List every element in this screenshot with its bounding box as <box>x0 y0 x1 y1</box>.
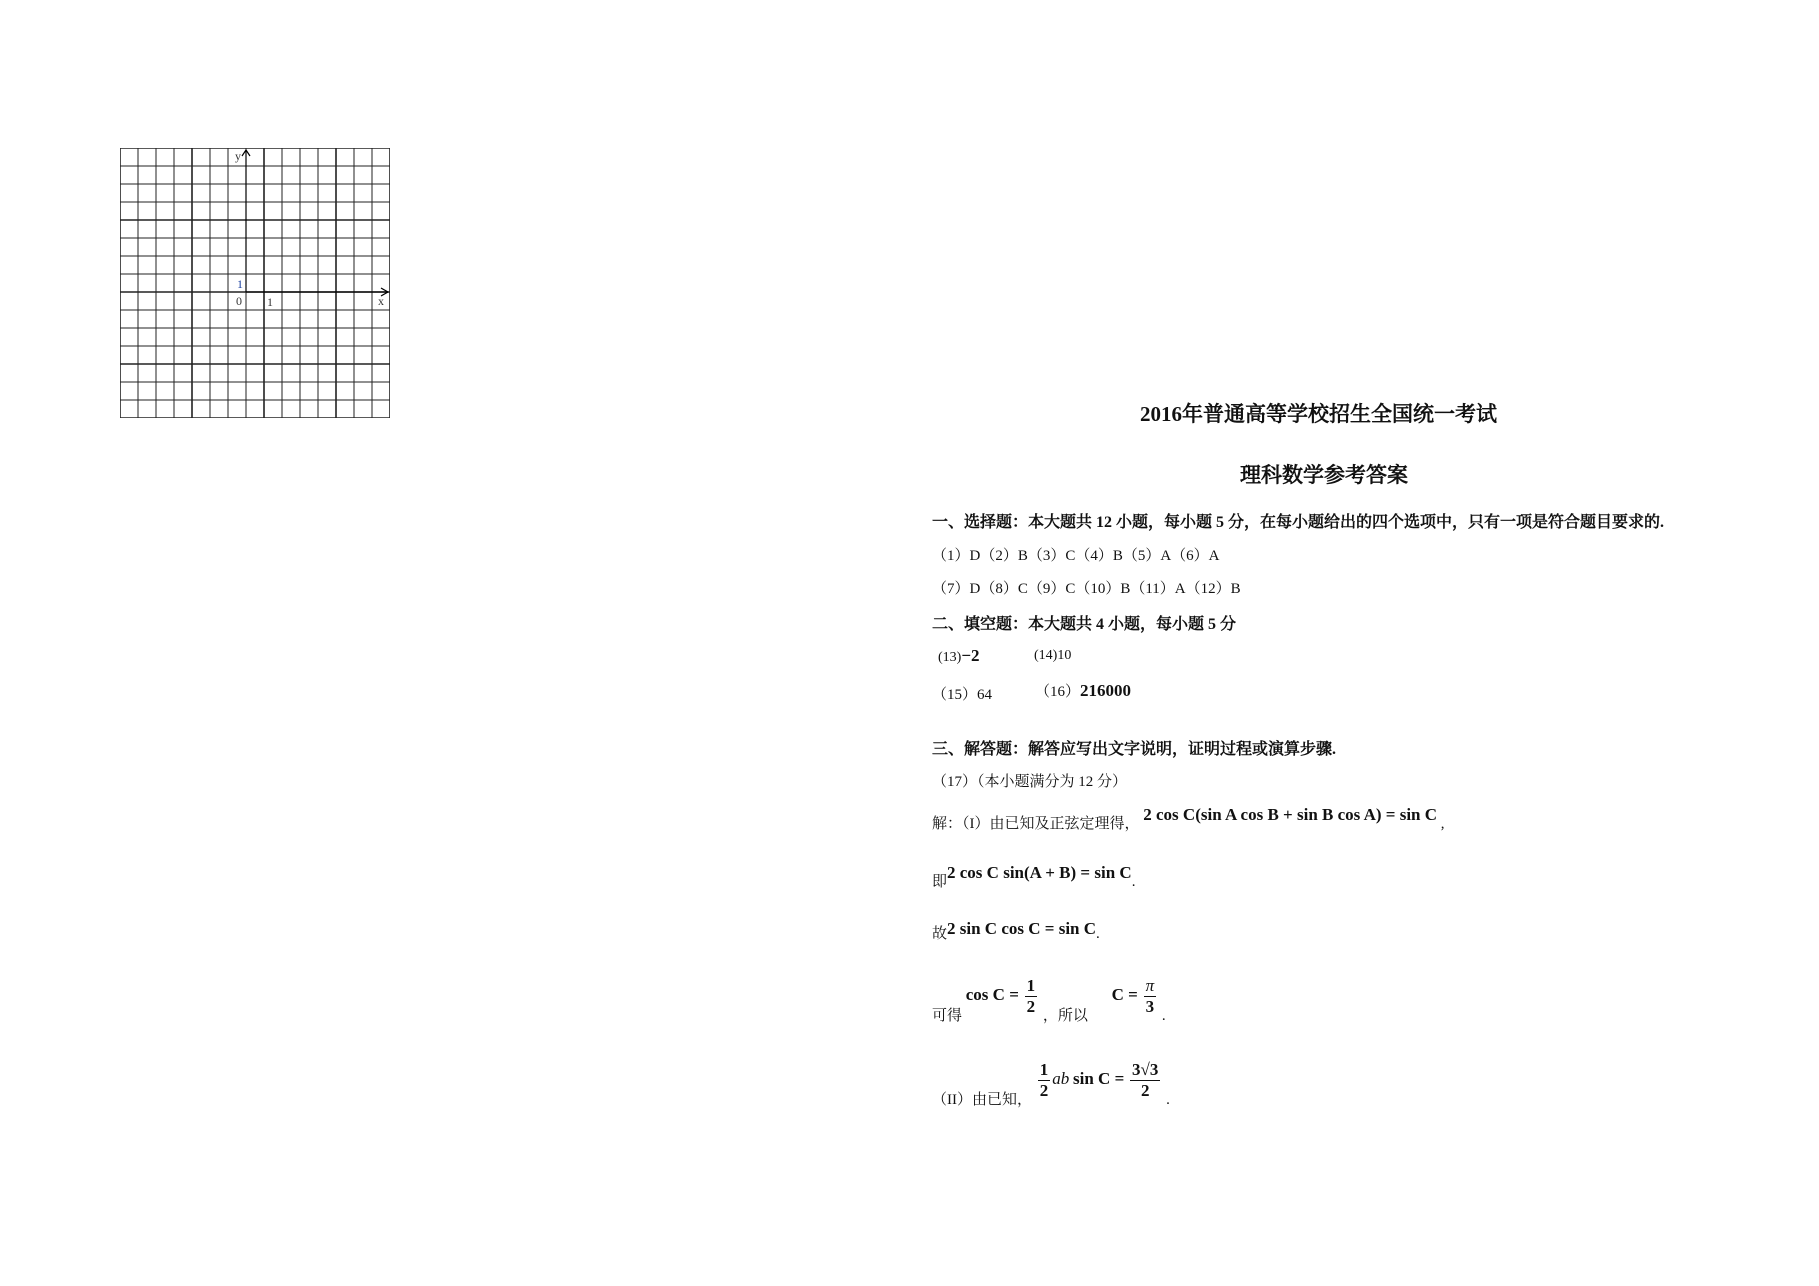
x-unit-label: 1 <box>267 295 273 309</box>
solution-line-5-ab: ab <box>1052 1068 1070 1088</box>
fraction-denominator: 3 <box>1145 997 1155 1016</box>
solution-line-4-prefix: 可得 <box>932 1007 963 1024</box>
fraction-numerator: 1 <box>1039 1060 1049 1079</box>
fraction-numerator: 1 <box>1026 976 1036 995</box>
answer-14-label: (14) <box>1034 648 1058 663</box>
origin-label: 0 <box>236 294 242 308</box>
fraction-one-half <box>1025 976 1038 1017</box>
solution-line-3-prefix: 故 <box>932 926 948 942</box>
answer-13-label: (13) <box>938 650 962 665</box>
answer-13-value: −2 <box>961 646 980 665</box>
answer-14 <box>1034 647 1071 664</box>
solution-line-5-math: sin C = <box>1073 1068 1125 1088</box>
solution-line-3-math: 2 sin C cos C = sin C <box>947 919 1097 938</box>
answer-13 <box>938 646 980 666</box>
answer-15 <box>932 683 992 704</box>
solution-line-4-mid: ，所以 <box>1042 1007 1088 1024</box>
solution-line-3-end: . <box>1096 926 1100 942</box>
solution-line-2-end: . <box>1131 874 1136 890</box>
answer-15-value: 64 <box>977 687 993 703</box>
solution-line-1-prefix: 解：（I）由已知及正弦定理得， <box>932 816 1140 832</box>
fraction-one-half <box>1038 1060 1051 1101</box>
solution-line-3 <box>932 918 1100 942</box>
fraction-denominator: 2 <box>1039 1081 1049 1100</box>
solution-line-1 <box>932 804 1445 832</box>
solution-line-1-end: , <box>1440 816 1445 832</box>
solution-line-4 <box>932 976 1166 1024</box>
solution-line-2-prefix: 即 <box>932 874 948 890</box>
grid-graphic <box>120 148 390 418</box>
solution-line-2 <box>932 862 1136 890</box>
answer-16 <box>1035 680 1131 701</box>
solution-line-4-math-b: C = <box>1111 984 1138 1004</box>
fraction-numerator: π <box>1145 976 1155 995</box>
answer-16-label: （16） <box>1035 684 1081 700</box>
coordinate-grid <box>120 148 390 418</box>
page-title: 2016年普通高等学校招生全国统一考试 <box>1140 402 1497 426</box>
solution-line-4-math-a: cos C = <box>965 984 1019 1004</box>
y-axis-label: y <box>235 149 241 163</box>
answer-16-value: 216000 <box>1080 681 1132 700</box>
answer-14-value: 10 <box>1057 648 1072 663</box>
solution-line-1-math: 2 cos C(sin A cos B + sin B cos A) = sin C <box>1143 805 1438 824</box>
answer-15-label: （15） <box>932 687 978 703</box>
section2-heading: 二、填空题：本大题共 4 小题，每小题 5 分 <box>932 616 1237 633</box>
fraction-denominator: 2 <box>1140 1081 1150 1100</box>
y-unit-label: 1 <box>237 277 243 291</box>
section1-answers-row2: （7）D（8）C（9）C（10）B（11）A（12）B <box>932 581 1241 597</box>
solution-line-5-prefix: （II）由已知， <box>932 1091 1032 1108</box>
fraction-denominator: 2 <box>1026 997 1036 1016</box>
q17-header: （17）（本小题满分为 12 分） <box>932 774 1128 790</box>
solution-line-4-end: . <box>1161 1007 1166 1024</box>
solution-line-2-math: 2 cos C sin(A + B) = sin C <box>947 863 1132 882</box>
fraction-pi-third <box>1144 976 1157 1017</box>
fraction-three-root-three-half <box>1130 1060 1160 1101</box>
section3-heading: 三、解答题：解答应写出文字说明，证明过程或演算步骤. <box>932 741 1337 758</box>
section1-answers-row1: （1）D（2）B（3）C（4）B（5）A（6）A <box>932 548 1220 564</box>
section1-heading: 一、选择题：本大题共 12 小题，每小题 5 分，在每小题给出的四个选项中，只有一项是符合题目要求的. <box>932 514 1665 531</box>
solution-line-5 <box>932 1060 1170 1108</box>
solution-line-5-end: . <box>1166 1091 1170 1108</box>
fraction-numerator: 3√3 <box>1132 1060 1159 1079</box>
x-axis-label: x <box>378 294 384 308</box>
page-subtitle: 理科数学参考答案 <box>1240 463 1408 487</box>
